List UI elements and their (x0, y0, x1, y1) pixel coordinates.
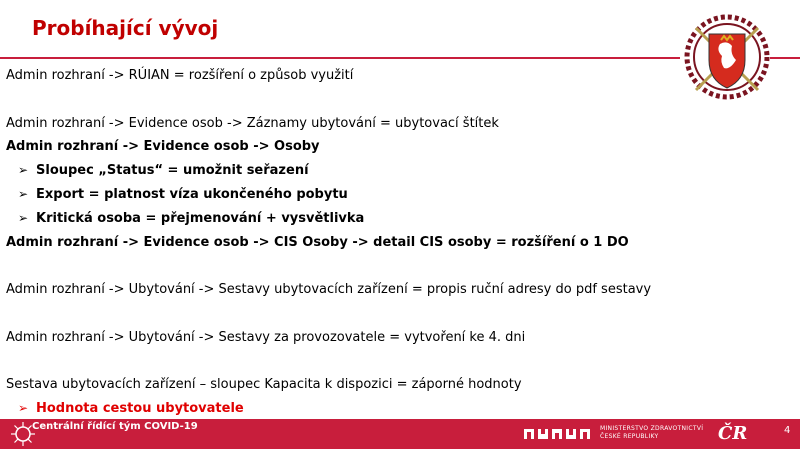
content-line: Admin rozhraní -> Ubytování -> Sestavy ubytovacích zařízení = propis ruční adresy do pdf sestavy (6, 282, 652, 298)
slide-content (6, 64, 676, 421)
ministry-name: MINISTERSTVO ZDRAVOTNICTVÍ ČESKÉ REPUBLIKY (600, 425, 704, 440)
content-line: Admin rozhraní -> Ubytování -> Sestavy za provozovatele = vytvoření ke 4. dni (6, 329, 526, 345)
state-emblem-icon (680, 10, 774, 104)
title-divider-right (770, 57, 800, 59)
slide-footer (0, 419, 800, 449)
footer-team-name: Centrální řídící tým COVID-19 (32, 421, 198, 432)
slide-title: Probíhající vývoj (32, 16, 219, 40)
list-item: ➢ Hodnota cestou ubytovatele (6, 397, 676, 421)
cr-logo: ČR (718, 423, 748, 444)
arrow-bullet-icon: ➢ (18, 401, 29, 416)
content-line: Admin rozhraní -> Evidence osob -> Osoby (6, 139, 320, 155)
content-line: Sestava ubytovacích zařízení – sloupec Kapacita k dispozici = záporné hodnoty (6, 377, 522, 393)
list-item: ➢ Sloupec „Status“ = umožnit seřazení (6, 159, 676, 183)
arrow-bullet-icon: ➢ (18, 210, 29, 225)
ministry-logo (522, 425, 594, 443)
arrow-bullet-icon: ➢ (18, 163, 29, 178)
title-divider (0, 57, 680, 59)
page-number: 4 (784, 425, 791, 436)
content-line: Admin rozhraní -> RÚIAN = rozšíření o způsob využití (6, 68, 354, 83)
content-line: Admin rozhraní -> Evidence osob -> CIS Osoby -> detail CIS osoby = rozšíření o 1 DO (6, 234, 629, 250)
list-item: ➢ Export = platnost víza ukončeného pobytu (6, 183, 676, 207)
arrow-bullet-icon: ➢ (18, 186, 29, 201)
content-line: Admin rozhraní -> Evidence osob -> Záznamy ubytování = ubytovací štítek (6, 115, 499, 131)
list-item: ➢ Kritická osoba = přejmenování + vysvětlivka (6, 207, 676, 231)
